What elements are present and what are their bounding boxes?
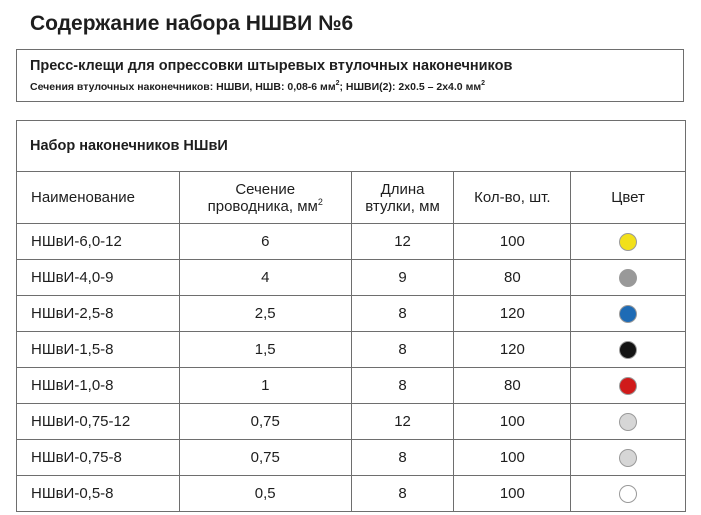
- color-swatch: [619, 413, 637, 431]
- name-cell: НШвИ-0,5-8: [17, 476, 180, 512]
- table-row: [17, 224, 686, 260]
- table-row: [17, 476, 686, 512]
- name-cell: НШвИ-0,75-8: [17, 440, 180, 476]
- section-cell: 1,5: [179, 332, 351, 368]
- table-header-row: [17, 172, 686, 224]
- name-cell: НШвИ-6,0-12: [17, 224, 180, 260]
- header-name: Наименование: [17, 172, 180, 224]
- table-row: [17, 260, 686, 296]
- length-cell: 12: [351, 224, 454, 260]
- color-swatch: [619, 485, 637, 503]
- section-cell: 0,75: [179, 404, 351, 440]
- length-cell: 8: [351, 332, 454, 368]
- color-cell: [571, 260, 686, 296]
- header-color: Цвет: [571, 172, 686, 224]
- header-length-line2: втулки, мм: [365, 197, 440, 215]
- section-cell: 6: [179, 224, 351, 260]
- name-cell: НШвИ-0,75-12: [17, 404, 180, 440]
- section-cell: 1: [179, 368, 351, 404]
- color-cell: [571, 332, 686, 368]
- name-cell: НШвИ-2,5-8: [17, 296, 180, 332]
- section-cell: 0,5: [179, 476, 351, 512]
- color-swatch: [619, 305, 637, 323]
- color-cell: [571, 440, 686, 476]
- section-cell: 4: [179, 260, 351, 296]
- length-cell: 8: [351, 476, 454, 512]
- header-section-line1: Сечение: [235, 180, 296, 198]
- qty-cell: 120: [454, 332, 571, 368]
- color-cell: [571, 368, 686, 404]
- tool-sections-end-sup: 2: [481, 80, 486, 87]
- color-swatch: [619, 377, 637, 395]
- tool-sections-mid: ; НШВИ(2): 2х0.5 – 2х4.0 мм: [339, 81, 482, 93]
- qty-cell: 100: [454, 224, 571, 260]
- section-cell: 2,5: [179, 296, 351, 332]
- tool-sections-main: Сечения втулочных наконечников: НШВИ, НШВ: 0,08-6 мм: [30, 81, 336, 93]
- color-cell: [571, 224, 686, 260]
- qty-cell: 80: [454, 260, 571, 296]
- header-length: [351, 172, 454, 224]
- qty-cell: 80: [454, 368, 571, 404]
- table-row: [17, 404, 686, 440]
- header-length-line1: Длина: [380, 180, 425, 198]
- header-section: [179, 172, 351, 224]
- tool-sections-sup: 2: [335, 80, 340, 87]
- header-qty: Кол-во, шт.: [454, 172, 571, 224]
- length-cell: 8: [351, 296, 454, 332]
- color-cell: [571, 404, 686, 440]
- table-row: [17, 332, 686, 368]
- tool-name: Пресс-клещи для опрессовки штыревых втулочных наконечников: [30, 58, 513, 74]
- length-cell: 8: [351, 440, 454, 476]
- header-section-sup: 2: [317, 196, 323, 207]
- qty-cell: 100: [454, 404, 571, 440]
- color-swatch: [619, 341, 637, 359]
- color-swatch: [619, 449, 637, 467]
- kit-caption: Набор наконечников НШвИ: [17, 121, 686, 172]
- tool-sections: [30, 81, 485, 93]
- section-cell: 0,75: [179, 440, 351, 476]
- color-swatch: [619, 269, 637, 287]
- qty-cell: 100: [454, 440, 571, 476]
- table-row: [17, 440, 686, 476]
- name-cell: НШвИ-1,0-8: [17, 368, 180, 404]
- table-row: [17, 368, 686, 404]
- name-cell: НШвИ-1,5-8: [17, 332, 180, 368]
- qty-cell: 120: [454, 296, 571, 332]
- table-row: [17, 296, 686, 332]
- name-cell: НШвИ-4,0-9: [17, 260, 180, 296]
- color-cell: [571, 296, 686, 332]
- length-cell: 12: [351, 404, 454, 440]
- length-cell: 9: [351, 260, 454, 296]
- header-section-line2: проводника, мм: [207, 197, 318, 215]
- page-title: Содержание набора НШВИ №6: [30, 12, 354, 35]
- qty-cell: 100: [454, 476, 571, 512]
- color-cell: [571, 476, 686, 512]
- color-swatch: [619, 233, 637, 251]
- kit-table: [16, 120, 686, 512]
- length-cell: 8: [351, 368, 454, 404]
- tool-info-box: [16, 49, 684, 102]
